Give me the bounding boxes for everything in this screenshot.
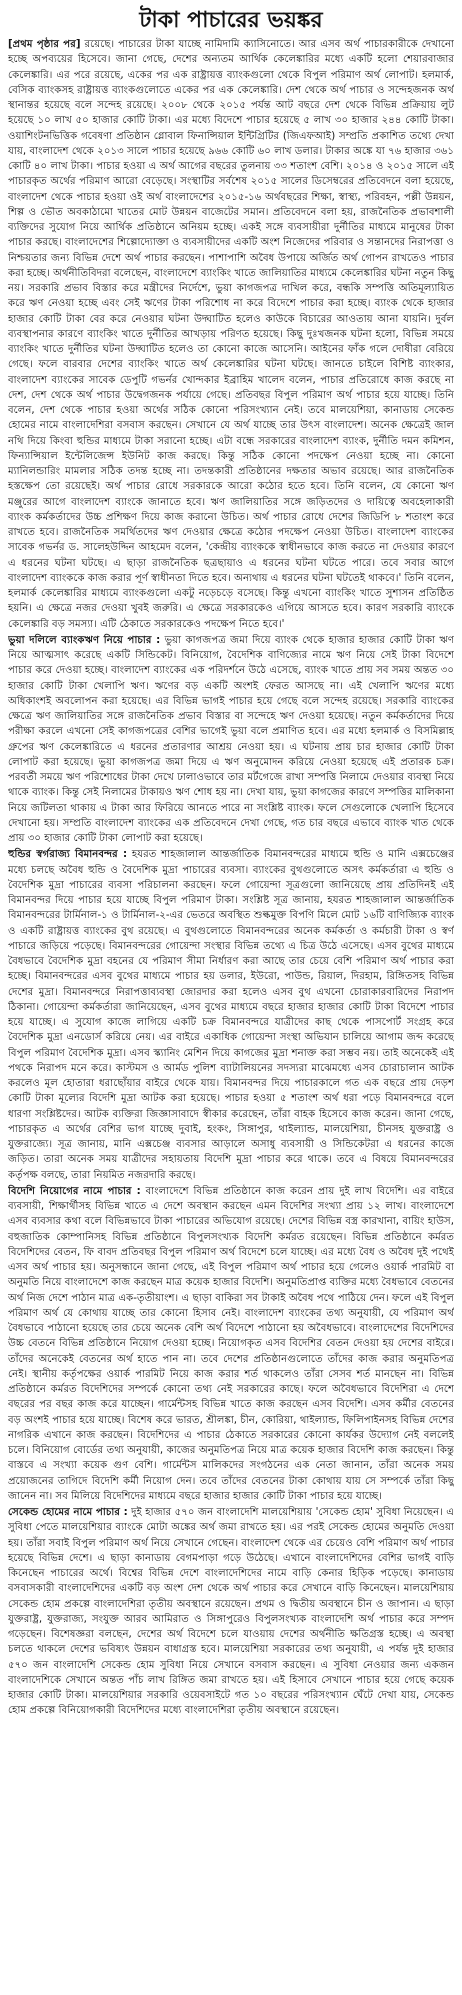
section-lead: বিদেশি নিয়োগের নামে পাচার : <box>8 1185 141 1197</box>
paragraph-foreign-workers <box>8 1184 454 1504</box>
section-body: রয়েছে। পাচারের টাকা যাচ্ছে নামিদামি ক্যাসিনোতে। আর এসব অর্থ পাচারকারীকে দেখানো হচ্ছে অপব্যয়ের হিসেবে। জানা গেছে, দেশের অন্যতম আর্থিক কেলেঙ্কারির মধ্যে একটি হলো শেয়ারবাজার কেলেঙ্কারি। এর পরে রয়েছে, একের পর এক রাষ্ট্রায়ত্ত ব্যাংকগুলো থেকে বিপুল পরিমাণ অর্থ লোপাট। হলমার্ক, বেসিক ব্যাংকসহ রাষ্ট্রায়ত্ত ব্যাংকগুলোতে একের পর এক কেলেঙ্কারি। দেশ থেকে অর্থ পাচার ও সন্দেহজনক অর্থ স্থানান্তর হয়েছে বলে সন্দেহ রয়েছে। ২০০৮ থেকে ২০১৫ পর্যন্ত আট বছরে দেশ থেকে বিভিন্ন প্রক্রিয়ায় লুট হয়েছে ১০ লাখ ৫০ হাজার কোটি টাকা। এর মধ্যে বিদেশে পাচার হয়েছে ৫ লাখ ৩০ হাজার ২৪৪ কোটি টাকা। ওয়াশিংটনভিত্তিক গবেষণা প্রতিষ্ঠান গ্লোবাল ফিনান্সিয়াল ইন্টিগ্রিটির (জিএফআই) সম্প্রতি প্রকাশিত তথ্যে দেখা যায়, বাংলাদেশ থেকে ২০১৩ সালে পাচার হয়েছে ৯৬৬ কোটি ৬০ লাখ ডলার। টাকার অঙ্কে যা ৭৬ হাজার ৩৬১ কোটি ৪০ লাখ টাকা। পাচার হওয়া এ অর্থ আগের বছরের তুলনায় ৩৩ শতাংশ বেশি। ২০১৪ ও ২০১৫ সালে এই পাচারকৃত অর্থের পরিমাণ আরো বেড়েছে। সংস্থাটির সর্বশেষ ২০১৫ সালের ডিসেম্বরের প্রতিবেদনে বলা হয়েছে, বাংলাদেশ থেকে পাচার হওয়া ওই অর্থ বাংলাদেশের ২০১৫-১৬ অর্থবছরের শিক্ষা, স্বাস্থ্য, পরিবহন, পল্লী উন্নয়ন, শিল্প ও ভৌত অবকাঠামো খাতের মোট উন্নয়ন বাজেটের সমান। প্রতিবেদনে বলা হয়, রাজনৈতিক প্রভাবশালী ব্যক্তিদের সুযোগ নিয়ে আর্থিক প্রতিষ্ঠানে অনিয়ম হচ্ছে। একই সঙ্গে ব্যবসায়ীরা দুর্নীতির মাধ্যমে মানুষের টাকা পাচার করছে। বাংলাদেশের শিল্পোদ্যোক্তা ও ব্যবসায়ীদের একটি অংশ নিজেদের পরিবার ও সন্তানদের নিরাপত্তা ও নিশ্চয়তার জন্য বিভিন্ন দেশে অর্থ পাচার করছেন। পাশাপাশি অবৈধ উপায়ে অর্জিত অর্থ গোপন রাখতেও পাচার করা হচ্ছে। অর্থনীতিবিদরা বলেছেন, বাংলাদেশে ব্যাংকিং খাতে জালিয়াতির মাধ্যমে কেলেঙ্কারির ঘটনা নতুন কিছু নয়। সরকারি প্রভাব বিস্তার করে মন্ত্রীদের নির্দেশে, ভুয়া কাগজপত্র দাখিল করে, বন্ধকি সম্পত্তি অতিমূল্যায়িত করে ঋণ নেওয়া হচ্ছে এবং সেই ঋণের টাকা পরিশোধ না করে বিদেশে পাচার করা হচ্ছে। ব্যাংক থেকে হাজার হাজার কোটি টাকা বের করে নেওয়ার ঘটনা উদ্ঘাটিত হলেও কাউকে বিচারের আওতায় আনা যায়নি। দুর্বল ব্যবস্থাপনার কারণে ব্যাংকিং খাতে দুর্নীতির আখড়ায় পরিণত হয়েছে। কিছু দুঃখজনক ঘটনা হলো, বিভিন্ন সময়ে ব্যাংকিং খাতে দুর্নীতির ঘটনা উদ্ঘাটিত হলেও তা কোনো কাজে আসেনি। আইনের ফাঁক গলে দোষীরা বেরিয়ে গেছে। ফলে বারবার দেশের ব্যাংকিং খাতে অর্থ কেলেঙ্কারির ঘটনা ঘটছে। জানতে চাইলে বিশিষ্ট ব্যাংকার, বাংলাদেশ ব্যাংকের সাবেক ডেপুটি গভর্নর খোন্দকার ইব্রাহিম খালেদ বলেন, পাচার প্রতিরোধে কাজ করছে না দেশ, দেশ থেকে অর্থ পাচার উদ্বেগজনক পর্যায়ে গেছে। প্রতিবছর বিপুল পরিমাণ অর্থ পাচার হয়ে যাচ্ছে। তিনি বলেন, দেশ থেকে পাচার হওয়া অর্থের সঠিক কোনো পরিসংখ্যান নেই। তবে মালয়েশিয়া, কানাডায় সেকেন্ড হোমের নামে বাংলাদেশিরা বসবাস করছেন। সেখানে যে অর্থ যাচ্ছে তার উৎস বাংলাদেশ। অনেক ক্ষেত্রেই জাল নথি দিয়ে কিংবা হুন্ডির মাধ্যমে টাকা সরানো হচ্ছে। এটা বন্ধে সরকারের বাংলাদেশ ব্যাংক, দুর্নীতি দমন কমিশন, ফিন্যান্সিয়াল ইন্টেলিজেন্স ইউনিট কাজ করছে। কিন্তু সঠিক কোনো পদক্ষেপ নেওয়া হচ্ছে না। কোনো ম্যানিলন্ডারিং মামলার সঠিক তদন্ত হচ্ছে না। তদন্তকারী প্রতিষ্ঠানের দক্ষতার অভাব রয়েছে। আর রাজনৈতিক হস্তক্ষেপ তো রয়েছেই। অর্থ পাচার রোধে সরকারকে আরো কঠোর হতে হবে। তিনি বলেন, যে কোনো ঋণ মঞ্জুরের আগে বাংলাদেশ ব্যাংকে জানাতে হবে। ঋণ জালিয়াতির সঙ্গে জড়িতদের ও দায়িত্বে অবহেলাকারী ব্যাংক কর্মকর্তাদের উচ্চ প্রশিক্ষণ দিয়ে কাজ করানো উচিত। অর্থ পাচার রোধে দেশের জিডিপি ৮ শতাংশ করে রাখতে হবে। রাজনৈতিক সমর্থিতদের ঋণ দেওয়ার ক্ষেত্রে কঠোর পদক্ষেপ নেওয়া উচিত। বাংলাদেশ ব্যাংকের সাবেক গভর্নর ড. সালেহউদ্দিন আহমেদ বলেন, 'কেন্দ্রীয় ব্যাংককে স্বাধীনভাবে কাজ করতে না দেওয়ার কারণে এ ধরনের ঘটনা ঘটছে। এ ছাড়া রাজনৈতিক ছত্রছায়াও এ ধরনের ঘটনা ঘটতে পারে। তবে সবার আগে বাংলাদেশ ব্যাংককে কাজ করার পূর্ণ স্বাধীনতা দিতে হবে। অন্যথায় এ ধরনের ঘটনা ঘটতেই থাকবে।' তিনি বলেন, হলমার্ক কেলেঙ্কারির মাধ্যমে ব্যাংকগুলো একটু নড়েচড়ে বসেছে। কিন্তু এখনো ব্যাংকিং খাতে সুশাসন প্রতিষ্ঠিত হয়নি। এ ক্ষেত্রে নজর দেওয়া খুবই জরুরি। এ ক্ষেত্রে সরকারকেও এগিয়ে আসতে হবে। কারণ সরকারি ব্যাংকে কেলেঙ্কারি বড় সমস্যা। এটি ঠেকাতে সরকারকেও পদক্ষেপ নিতে হবে।' <box>8 39 454 630</box>
paragraph-intro <box>8 37 454 632</box>
paragraph-second-home <box>8 1505 454 1719</box>
section-lead: ভুয়া দলিলে ব্যাংকঋণ নিয়ে পাচার : <box>8 634 161 646</box>
paragraph-airport-hundi <box>8 847 454 1183</box>
section-body: বাংলাদেশে বিভিন্ন প্রতিষ্ঠানে কাজ করেন প্রায় দুই লাখ বিদেশি। এর বাইরে ব্যবসায়ী, শিক্ষার্থীসহ বিভিন্ন খাতে এ দেশে অবস্থান করছেন এমন বিদেশির সংখ্যা প্রায় ১২ লাখ। বাংলাদেশে এসব ব্যবসার কথা বলে বিভিন্নভাবে টাকা পাচারের অভিযোগ রয়েছে। দেশের বিভিন্ন বস্ত্র কারখানা, বায়িং হাউস, বহুজাতিক কোম্পানিসহ বিভিন্ন প্রতিষ্ঠানে বিপুলসংখ্যক বিদেশি কর্মরত রয়েছেন। বিভিন্ন প্রতিষ্ঠানে কর্মরত বিদেশিদের বেতন, ফি বাবদ প্রতিবছর বিপুল পরিমাণ অর্থ বিদেশে চলে যাচ্ছে। এর মধ্যে বৈধ ও অবৈধ দুই পথেই এসব অর্থ পাচার হয়। অনুসন্ধানে জানা গেছে, এই বিপুল পরিমাণ অর্থ পাচার হয়ে গেলেও ওয়ার্ক পারমিট বা অনুমতি নিয়ে বাংলাদেশে কাজ করছেন মাত্র কয়েক হাজার বিদেশি। অনুমতিপ্রাপ্ত ব্যক্তির মধ্যে বৈধভাবে বেতনের অর্থ নিজ দেশে পাঠান মাত্র এক-তৃতীয়াংশ। এ ছাড়া বাকিরা সব টাকাই অবৈধ পথে পাঠিয়ে দেন। ফলে এই বিপুল পরিমাণ অর্থ যে কোথায় যাচ্ছে তার কোনো হিসাব নেই। বাংলাদেশ ব্যাংকের তথ্য অনুযায়ী, যে পরিমাণ অর্থ বৈধভাবে পাঠানো হয়েছে তার চেয়ে অনেক বেশি অর্থ বিদেশে পাঠানো হয় অবৈধভাবে। বাংলাদেশের বিদেশিদের উচ্চ বেতনে বিভিন্ন প্রতিষ্ঠানে নিয়োগ দেওয়া হচ্ছে। নিয়োগকৃত এসব বিদেশির বেতন দেওয়া হয় দেশের বাইরে। তাঁদের অনেকেই বেতনের অর্থ হাতে পান না। তবে দেশের প্রতিষ্ঠানগুলোতে তাঁদের কাজ করার অনুমতিপত্র নেই। স্থানীয় কর্তৃপক্ষের ওয়ার্ক পারমিট নিয়ে কাজ করার শর্ত থাকলেও তাঁরা সেসব শর্ত মানছেন না। বিভিন্ন প্রতিষ্ঠানে কর্মরত বিদেশিদের সম্পর্কে কোনো তথ্য নেই সরকারের কাছে। ফলে অবৈধভাবে বিদেশিরা এ দেশে বছরের পর বছর কাজ করে যাচ্ছেন। গার্মেন্টসহ বিভিন্ন খাতে কাজ করছেন এসব বিদেশি। এসব কর্মীর বেতনের বড় অংশই পাচার হয়ে যাচ্ছে। বিশেষ করে ভারত, শ্রীলঙ্কা, চীন, কোরিয়া, থাইল্যান্ড, ফিলিপাইনসহ বিভিন্ন দেশের নাগরিক এখানে কাজ করছেন। বিদেশিদের এ পাচার ঠেকাতে সরকারের কোনো কার্যকর উদ্যোগ নেই বললেই চলে। বিনিয়োগ বোর্ডের তথ্য অনুযায়ী, কাজের অনুমতিপত্র নিয়ে মাত্র কয়েক হাজার বিদেশি কাজ করছেন। কিন্তু বাস্তবে এ সংখ্যা কয়েক গুণ বেশি। গার্মেন্টস মালিকদের সংগঠনের এক নেতা জানান, তাঁরা অনেক সময় প্রয়োজনের তাগিদে বিদেশি কর্মী নিয়োগ দেন। তবে তাঁদের বেতনের টাকা কোথায় যায় সে সম্পর্কে তাঁরা কিছু জানেন না। সব মিলিয়ে বিদেশিদের মাধ্যমে বছরে হাজার হাজার কোটি টাকা পাচার হয়ে যাচ্ছে। <box>8 1185 454 1502</box>
section-body: ভুয়া কাগজপত্র জমা দিয়ে ব্যাংক থেকে হাজার হাজার কোটি টাকা ঋণ নিয়ে আত্মসাৎ করেছে একটি সিন্ডিকেট। বিনিয়োগ, বৈদেশিক বাণিজ্যের নামে ঋণ নিয়ে সেই টাকা বিদেশে পাচার করে দেওয়া হচ্ছে। বাংলাদেশ ব্যাংকের এক পরিদর্শনে উঠে এসেছে, ব্যাংক খাতে প্রায় সব সময় অন্তত ৩০ হাজার কোটি টাকা খেলাপি ঋণ। ঋণের বড় একটি অংশই ফেরত আসছে না। এই খেলাপি ঋণের মধ্যে অধিকাংশই অবলোপন করা হয়েছে। এর বিভিন্ন ভাগই পাচার হয়ে গেছে বলে সন্দেহ রয়েছে। সরকারি ব্যাংকের ক্ষেত্রে ঋণ জালিয়াতির সঙ্গে রাজনৈতিক প্রভাব বিস্তার বা সন্দেহে ঋণ দেওয়া হয়েছে। নতুন কর্মকর্তাদের দিয়ে পরীক্ষা করলে এখনো সেই কাগজপত্রের বেশির ভাগেই ভুয়া বলে প্রমাণিত হবে। এর মধ্যে হলমার্ক ও বিসমিল্লাহ গ্রুপের ঋণ কেলেঙ্কারিতে এ ধরনের প্রতারণার আশ্রয় নেওয়া হয়। এ ঘটনায় প্রায় চার হাজার কোটি টাকা লোপাট করা হয়েছে। ভুয়া কাগজপত্র জমা দিয়ে এ ঋণ অনুমোদন করিয়ে নেওয়া হয়েছে এই প্রতারক চক্র। পরবর্তী সময়ে ঋণ পরিশোধের টাকা দেখে ঢালাওভাবে তার মর্টগেজে রাখা সম্পত্তি নিলামে দেওয়ার ব্যবস্থা নিয়ে থাকে ব্যাংক। কিন্তু সেই নিলামের টাকায়ও ঋণ শোধ হয় না। দেখা যায়, ভুয়া কাগজের কারণে সম্পত্তির মালিকানা নিয়ে জটিলতা থাকায় এ টাকা আর ফিরিয়ে আনতে পারে না সংশ্লিষ্ট ব্যাংক। ফলে সেগুলোকে খেলাপি হিসেবে দেখানো হয়। সম্প্রতি বাংলাদেশ ব্যাংকের এক প্রতিবেদনে দেখা গেছে, গত চার বছরে এভাবে ব্যাংক খাত থেকে প্রায় ৩০ হাজার কোটি টাকা লোপাট করা হয়েছে। <box>8 634 454 844</box>
section-body: হযরত শাহজালাল আন্তর্জাতিক বিমানবন্দরের মাধ্যমে হুন্ডি ও মানি এক্সচেঞ্জের মধ্যে চলছে অবৈধ হুন্ডি ও বৈদেশিক মুদ্রা পাচারের ব্যবসা। ব্যাংকের বুথগুলোতে অসৎ কর্মকর্তারা এ হুন্ডি ও বৈদেশিক মুদ্রা পাচারের ব্যবসা পরিচালনা করছেন। ফলে গোয়েন্দা সূত্রগুলো জানিয়েছে প্রায় প্রতিদিনই এই বিমানবন্দর দিয়ে পাচার হয়ে যাচ্ছে বিপুল পরিমাণ টাকা। সংশ্লিষ্ট সূত্র জানায়, হযরত শাহজালাল আন্তর্জাতিক বিমানবন্দরের টার্মিনাল-১ ও টার্মিনাল-২-এর ভেতরে অবস্থিত শুল্কমুক্ত বিপণি মিলে মোট ১৬টি বাণিজ্যিক ব্যাংক ও একটি রাষ্ট্রায়ত্ত ব্যাংকের বুথ রয়েছে। এ বুথগুলোতে বিমানবন্দরের অনেক কর্মকর্তা ও কর্মচারী টাকা ও স্বর্ণ পাচারে জড়িয়ে পড়েছে। বিমানবন্দরের গোয়েন্দা সংস্থার বিভিন্ন তথ্যে এ চিত্র উঠে এসেছে। এসব বুথের মাধ্যমে বৈধভাবে বৈদেশিক মুদ্রা বহনের যে পরিমাণ সীমা নির্ধারণ করা আছে তার চেয়ে বেশি পরিমাণ অর্থ পাচার করা হচ্ছে। বিমানবন্দরের এসব বুথের মাধ্যমে পাচার হয় ডলার, ইউরো, পাউন্ড, রিয়াল, দিরহাম, রিঙ্গিতসহ বিভিন্ন দেশের মুদ্রা। বিমানবন্দরে নিরাপত্তাব্যবস্থা জোরদার করা হলেও এসব বুথ এখনো চোরাকারবারিদের নিরাপদ ঠিকানা। গোয়েন্দা কর্মকর্তারা জানিয়েছেন, এসব বুথের মাধ্যমে বছরে হাজার হাজার কোটি টাকা বিদেশে পাচার হয়ে যাচ্ছে। এ সুযোগ কাজে লাগিয়ে একটি চক্র বিমানবন্দরে যাত্রীদের কাছ থেকে পাসপোর্ট সংগ্রহ করে বৈদেশিক মুদ্রা এনডোর্স করিয়ে নেয়। এর বাইরে একাধিক গোয়েন্দা সংস্থা অভিযান চালিয়ে আগাম জব্দ করেছে বিপুল পরিমাণ বৈদেশিক মুদ্রা। এসব স্ক্যানিং মেশিন দিয়ে কাগজের মুদ্রা শনাক্ত করা সম্ভব নয়। তাই অনেকেই এই পথকে নিরাপদ মনে করে। কাস্টমস ও আর্মড পুলিশ ব্যাটালিয়নের সদস্যরা মাঝেমধ্যে এসব চোরাচালান আটক করলেও মূল হোতারা ধরাছোঁয়ার বাইরে থেকে যায়। বিমানবন্দর দিয়ে পাচারকালে গত এক বছরে প্রায় দেড়শ কোটি টাকা মূল্যের বিদেশি মুদ্রা আটক করা হয়েছে। পাচার হওয়া ৫ শতাংশ অর্থ ধরা পড়ে বিমানবন্দরে বলে ধারণা সংশ্লিষ্টদের। আটক ব্যক্তিরা জিজ্ঞাসাবাদে স্বীকার করেছেন, তাঁরা বাহক হিসেবে কাজ করেন। জানা গেছে, পাচারকৃত এ অর্থের বেশির ভাগ যাচ্ছে দুবাই, হংকং, সিঙ্গাপুর, থাইল্যান্ড, মালয়েশিয়া, চীনসহ যুক্তরাষ্ট্র ও যুক্তরাজ্যে। সূত্র জানায়, মানি এক্সচেঞ্জ ব্যবসার আড়ালে অসাধু ব্যবসায়ী ও সিন্ডিকেটরা এ ধরনের কাজে জড়িত। তারা অনেক সময় যাত্রীদের সহায়তায় বিদেশি মুদ্রা পাচার করে থাকে। তবে এ বিষয়ে বিমানবন্দরের কর্তৃপক্ষ বলছে, তারা নিয়মিত নজরদারি করছে। <box>8 849 454 1181</box>
article-body <box>8 37 454 1987</box>
paragraph-fake-documents <box>8 633 454 847</box>
headline: টাকা পাচারের ভয়ঙ্কর <box>139 7 323 33</box>
section-lead: হুন্ডির স্বর্গরাজ্য বিমানবন্দর : <box>8 849 128 861</box>
section-body: দুই হাজার ৫৭০ জন বাংলাদেশি মালয়েশিয়ায় 'সেকেন্ড হোম' সুবিধা নিয়েছেন। এ সুবিধা পেতে মালয়েশিয়ার ব্যাংকে মোটা অঙ্কের অর্থ জমা রাখতে হয়। এর পরই সেকেন্ড হোমের অনুমতি দেওয়া হয়। তাঁরা সবাই বিপুল পরিমাণ অর্থ নিয়ে সেখানে গেছেন। বাংলাদেশ থেকে এর চেয়েও বেশি পরিমাণ অর্থ পাচার হয়েছে বিভিন্ন দেশে। এ ছাড়া কানাডায় বেগমপাড়া গড়ে উঠেছে। এখানে বাংলাদেশিদের বেশির ভাগই বাড়ি কিনেছেন পাচারের অর্থে। বিশ্বের বিভিন্ন দেশে বাংলাদেশিদের নামে বাড়ি কেনার হিড়িক পড়েছে। কানাডায় বসবাসকারী বাংলাদেশিদের একটি বড় অংশ দেশ থেকে অর্থ পাচার করে সেখানে বাড়ি কিনেছেন। মালয়েশিয়ায় সেকেন্ড হোম প্রকল্পে বাংলাদেশিরা তৃতীয় অবস্থানে রয়েছেন। প্রথম ও দ্বিতীয় অবস্থানে চীন ও জাপান। এ ছাড়া যুক্তরাষ্ট্র, যুক্তরাজ্য, সংযুক্ত আরব আমিরাত ও সিঙ্গাপুরেও বিপুলসংখ্যক বাংলাদেশি অর্থ পাচার করে সম্পদ গড়েছেন। বিশেষজ্ঞরা বলছেন, দেশের অর্থ বিদেশে চলে যাওয়ায় দেশের অর্থনীতি ক্ষতিগ্রস্ত হচ্ছে। এ অবস্থা চলতে থাকলে দেশের ভবিষ্যৎ উন্নয়ন বাধাগ্রস্ত হবে। মালয়েশিয়া সরকারের তথ্য অনুযায়ী, এ পর্যন্ত দুই হাজার ৫৭০ জন বাংলাদেশি সেকেন্ড হোম সুবিধা নিয়ে সেখানে বসবাস করছেন। এ সুবিধা নেওয়ার জন্য একজন বাংলাদেশিকে সেখানে অন্তত পাঁচ লাখ রিঙ্গিত জমা রাখতে হয়। এই হিসাবে সেখানে পাচার হয়ে গেছে কয়েক হাজার কোটি টাকা। মালয়েশিয়ার সরকারি ওয়েবসাইটে গত ১০ বছরের পরিসংখ্যান ঘেঁটে দেখা যায়, সেকেন্ড হোম প্রকল্পে বিনিয়োগকারী বিদেশিদের মধ্যে বাংলাদেশিরা তৃতীয় অবস্থানে রয়েছেন। <box>8 1507 454 1717</box>
section-lead: [প্রথম পৃষ্ঠার পর] <box>8 39 81 50</box>
section-lead: সেকেন্ড হোমের নামে পাচার : <box>8 1507 128 1518</box>
